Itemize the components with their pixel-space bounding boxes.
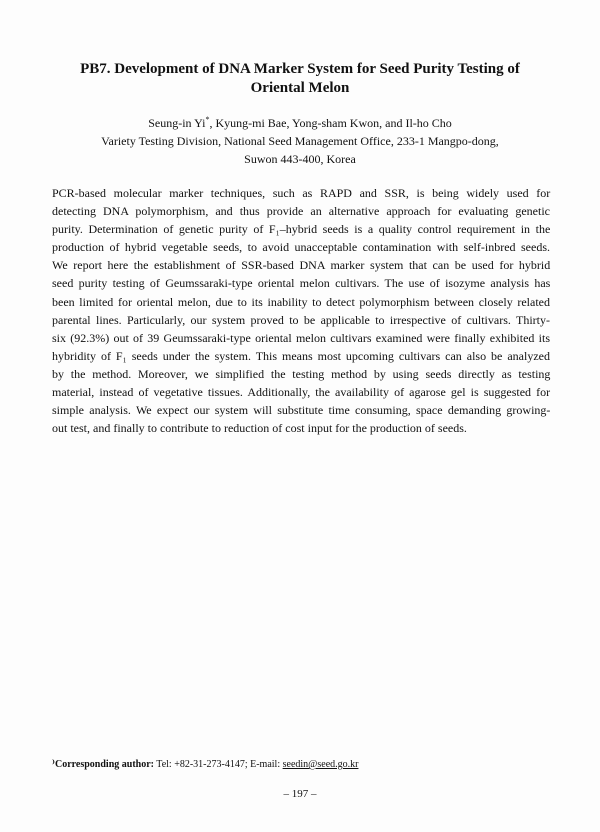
abstract-line: parental lines. Particularly, our system proved to be applicable to irrespective of cultivars. Thirty- xyxy=(52,312,550,327)
page-number: – 197 – xyxy=(283,788,317,800)
abstract-line: purity. Determination of genetic purity of F₁–hybrid seeds is a quality control requirement in the xyxy=(52,222,551,237)
abstract-line: detecting DNA polymorphism, and thus provide an alternative approach for evaluating genetic xyxy=(52,204,550,219)
title-line-1: PB7. Development of DNA Marker System for Seed Purity Testing of xyxy=(80,61,520,77)
corresponding-mark: * xyxy=(205,115,210,124)
abstract-line: simple analysis. We expect our system will substitute time consuming, space demanding growing- xyxy=(52,403,551,418)
abstract-line: hybridity of F₁ seeds under the system. This means most upcoming cultivars can also be analyzed xyxy=(52,348,550,363)
footnote-label: ⁾Corresponding author: xyxy=(52,759,154,770)
abstract-line: We report here the establishment of SSR-based DNA marker system that can be used for hybrid xyxy=(52,258,551,273)
affiliation-line-2: Suwon 443-400, Korea xyxy=(244,152,356,166)
abstract-line: by the method. Moreover, we simplified the testing method by using seeds directly as testing xyxy=(52,366,551,381)
abstract-body xyxy=(52,184,550,437)
abstract-line: six (92.3%) out of 39 Geumssaraki-type oriental melon cultivars examined were finally exhibited its xyxy=(52,330,550,345)
abstract-line: been limited for oriental melon, due to its inability to detect polymorphism between closely related xyxy=(52,294,550,309)
abstract-line: PCR-based molecular marker techniques, such as RAPD and SSR, is being widely used for xyxy=(52,186,551,200)
affiliation-line-1: Variety Testing Division, National Seed Management Office, 233-1 Mangpo-dong, xyxy=(101,134,499,148)
corresponding-author-footnote xyxy=(52,758,552,772)
footnote-email-link[interactable]: seedin@seed.go.kr xyxy=(282,759,359,770)
abstract-line: material, instead of vegetative tissues. Additionally, the availability of agarose gel is suggested for xyxy=(52,385,551,400)
author-rest: , Kyung-mi Bae, Yong-sham Kwon, and Il-ho Cho xyxy=(209,116,452,130)
paper-title xyxy=(60,60,540,98)
footnote-contact: Tel: +82-31-273-4147; E-mail: xyxy=(153,759,283,770)
author-list xyxy=(60,114,540,132)
abstract-line: seed purity testing of Geumssaraki-type oriental melon cultivars. The use of isozyme analysis has xyxy=(52,276,551,291)
affiliation xyxy=(60,132,540,168)
title-line-2: Oriental Melon xyxy=(250,80,350,96)
abstract-line: out test, and finally to contribute to reduction of cost input for the production of seeds. xyxy=(52,421,467,436)
author-first: Seung-in Yi xyxy=(148,116,206,130)
abstract-line: production of hybrid vegetable seeds, to avoid unacceptable contamination with self-inbred seeds. xyxy=(52,240,550,255)
